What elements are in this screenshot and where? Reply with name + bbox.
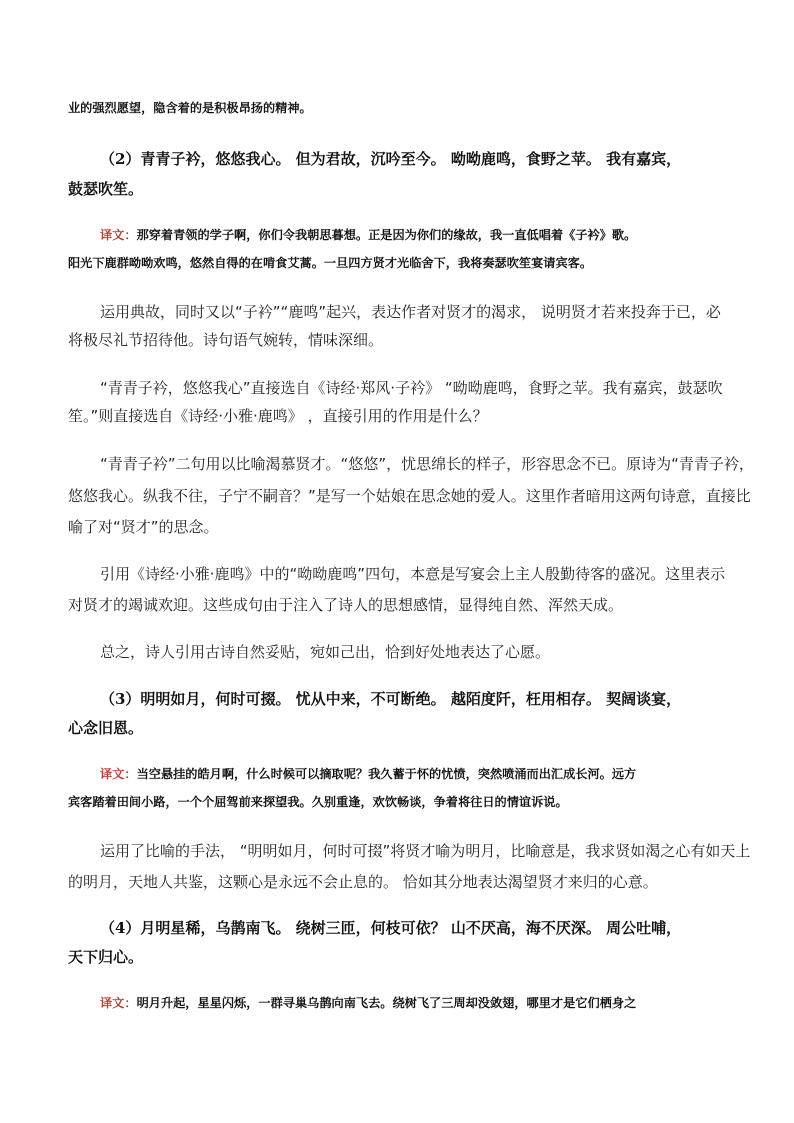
translation-label: 译文： <box>100 767 137 781</box>
poem-stanza-3-line-2: 心念旧恩。 <box>68 719 144 737</box>
poem-stanza-4-line-1: （4）月明星稀，乌鹊南飞。 绕树三匝，何枝可依？ 山不厌高，海不厌深。 周公吐哺， <box>100 919 682 937</box>
analysis-paragraph: 的明月，天地人共鉴，这颗心是永远不会止息的。 恰如其分地表达渴望贤才来归的心意。 <box>68 873 658 891</box>
translation-text: 明月升起，星星闪烁，一群寻巢乌鹊向南飞去。绕树飞了三周却没敛翅，哪里才是它们栖身之 <box>136 996 637 1010</box>
translation-stanza-2-line-1 <box>100 226 636 243</box>
translation-text: 当空悬挂的皓月啊，什么时候可以摘取呢？我久蓄于怀的忧愤，突然喷涌而出汇成长河。远方 <box>136 767 637 781</box>
analysis-paragraph: 引用《诗经·小雅·鹿鸣》中的“呦呦鹿鸣”四句，本意是写宴会上主人殷勤待客的盛况。这里表示 <box>100 565 726 583</box>
poem-stanza-2-line-1: （2）青青子衿，悠悠我心。 但为君故，沉吟至今。 呦呦鹿鸣，食野之苹。 我有嘉宾， <box>100 150 682 168</box>
analysis-paragraph: 喻了对“贤才”的思念。 <box>68 518 219 536</box>
analysis-paragraph: 对贤才的竭诚欢迎。这些成句由于注入了诗人的思想感情，显得纯自然、浑然天成。 <box>68 596 624 614</box>
translation-stanza-3-line-2: 宾客踏着田间小路，一个个屈驾前来探望我。久别重逢，欢饮畅谈，争着将往日的情谊诉说。 <box>68 795 568 809</box>
analysis-paragraph: “青青子衿”二句用以比喻渴慕贤才。“悠悠”，忧思绵长的样子，形容思念不已。原诗为“青青子衿， <box>100 455 754 473</box>
analysis-paragraph: 悠悠我心。纵我不往，子宁不嗣音？”是写一个姑娘在思念她的爱人。这里作者暗用这两句诗意，直接比 <box>68 487 751 505</box>
translation-stanza-3-line-1 <box>100 765 636 782</box>
analysis-paragraph: “青青子衿，悠悠我心”直接选自《诗经·郑风·子衿》 “呦呦鹿鸣，食野之苹。我有嘉宾，鼓瑟吹 <box>100 379 723 397</box>
analysis-paragraph: 运用典故，同时又以“子衿”“鹿鸣”起兴，表达作者对贤才的渴求， 说明贤才若来投奔于已，必 <box>100 303 721 321</box>
intro-text: 业的强烈愿望，隐含着的是积极昂扬的精神。 <box>68 101 312 115</box>
analysis-paragraph: 将极尽礼节招待他。诗句语气婉转，情味深细。 <box>68 331 384 349</box>
poem-stanza-4-line-2: 天下归心。 <box>68 948 144 966</box>
poem-stanza-3-line-1: （3）明明如月，何时可掇。 忧从中来，不可断绝。 越陌度阡，枉用相存。 契阔谈宴， <box>100 690 682 708</box>
translation-stanza-2-line-2: 阳光下鹿群呦呦欢鸣，悠然自得的在啃食艾蒿。一旦四方贤才光临舍下，我将奏瑟吹笙宴请宾客。 <box>68 256 593 270</box>
translation-label: 译文： <box>100 228 137 242</box>
analysis-paragraph: 运用了比喻的手法， “明明如月，何时可掇”将贤才喻为明月，比喻意是，我求贤如渴之心有如天上 <box>100 842 751 860</box>
translation-text: 那穿着青领的学子啊，你们令我朝思暮想。正是因为你们的缘故，我一直低唱着《子衿》歌。 <box>136 228 637 242</box>
analysis-paragraph: 笙。”则直接选自《诗经·小雅·鹿鸣》 ，直接引用的作用是什么？ <box>68 407 488 425</box>
poem-stanza-2-line-2: 鼓瑟吹笙。 <box>68 180 144 198</box>
analysis-paragraph: 总之，诗人引用古诗自然妥贴，宛如己出，恰到好处地表达了心愿。 <box>100 643 551 661</box>
translation-stanza-4-line-1 <box>100 994 636 1011</box>
translation-label: 译文： <box>100 996 137 1010</box>
